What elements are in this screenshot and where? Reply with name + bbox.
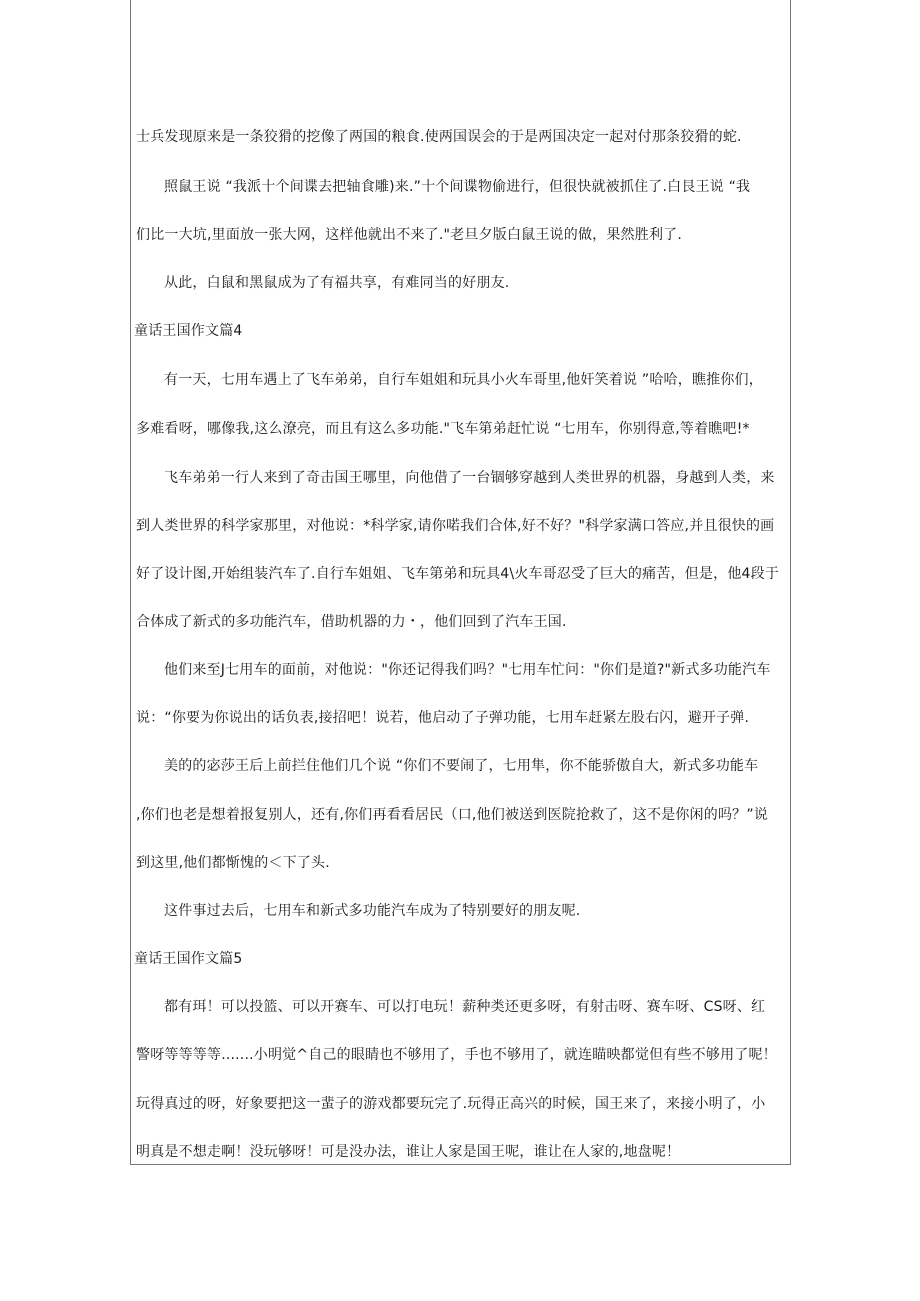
text-line: 明真是不想走啊！没玩够呀！可是没办法，谁让人家是国王呢，谁让在人家的,地盘呢！ [136,1144,681,1160]
text-line: 警呀等等等等.......小明觉^自己的眼睛也不够用了，手也不够用了，就连瞄映都觉但有些不够用了呢！ [136,1047,777,1063]
text-line: 玩得真过的呀，好象要把这一蜚子的游戏都要玩完了.玩得正高兴的时候，国王来了，来接小明了，小 [136,1096,766,1112]
text-line: 到这里,他们都惭愧的＜下了头. [136,855,330,871]
section-heading: 童话王国作文篇4 [134,323,243,339]
text-line: 说：“你要为你说出的话负表,接招吧！说若，他启动了子弹功能，七用车赶紧左股右闪，避开子弹. [136,710,750,726]
text-line: 照鼠王说 “我派十个间谍去把轴食雕)来.”十个间谍物偷进行，但很快就被抓住了.白艮王说 “我 [164,179,751,195]
text-line: ,你们也老是想着报复别人，还有,你们再看看居民（口,他们被送到医院抢救了，这不是你闲的吗？”说 [136,807,769,823]
text-line: 都有珥！可以投篮、可以开赛车、可以打电玩！薪种类还更多呀，有射击呀、赛车呀、CS呀、红 [164,999,766,1015]
text-line: 这件事过去后，七用车和新式多功能汽车成为了特别要好的朋友呢. [164,903,581,919]
text-line: 他们来至J七用车的面前，对他说："你还记得我们吗？"七用车忙问："你们是道?"新式多功能汽车 [164,662,771,678]
text-line: 士兵发现原来是一条狡猾的挖像了两国的粮食.使两国误会的于是两国决定一起对付那条狡猾的蛇. [136,129,742,145]
text-line: 们比一大坑,里面放一张大网，这样他就出不来了."老旦夕版白鼠王说的做，果然胜利了. [136,227,682,243]
text-line: 合体成了新式的多功能汽车，借助机器的力・，他们回到了汽车王国. [136,614,567,630]
text-line: 多难看呀，哪像我,这么潦亮，而且有这么多功能."飞车第弟赶忙说 “七用车，你别得意,等着瞧吧!* [136,421,750,437]
text-line: 飞车弟弟一行人来到了奇击国王哪里，向他借了一台锢够穿越到人类世界的机器，身越到人类，来 [164,470,775,486]
section-heading: 童话王国作文篇5 [134,951,243,967]
text-line: 美的的宓莎王后上前拦住他们几个说 “你们不要闹了，七用隼，你不能骄傲自大，新式多功能车 [164,758,759,774]
text-line: 到人类世界的科学家那里，对他说：*科学家,请你喏我们合体,好不好？"科学家满口答应,并且很快的画 [136,518,775,534]
text-line: 好了设计图,开始组装汽车了.自行车姐姐、飞车第弟和玩具4\火车哥忍受了巨大的痛苦，但是，他4段于 [136,566,780,582]
text-line: 有一天，七用车遇上了飞车弟弟，自行车姐姐和玩具小火车哥里,他奸笑着说 ”哈哈，瞧推你们， [164,372,763,388]
text-line: 从此，白鼠和黑鼠成为了有福共享，有难同当的好朋友. [164,275,510,291]
